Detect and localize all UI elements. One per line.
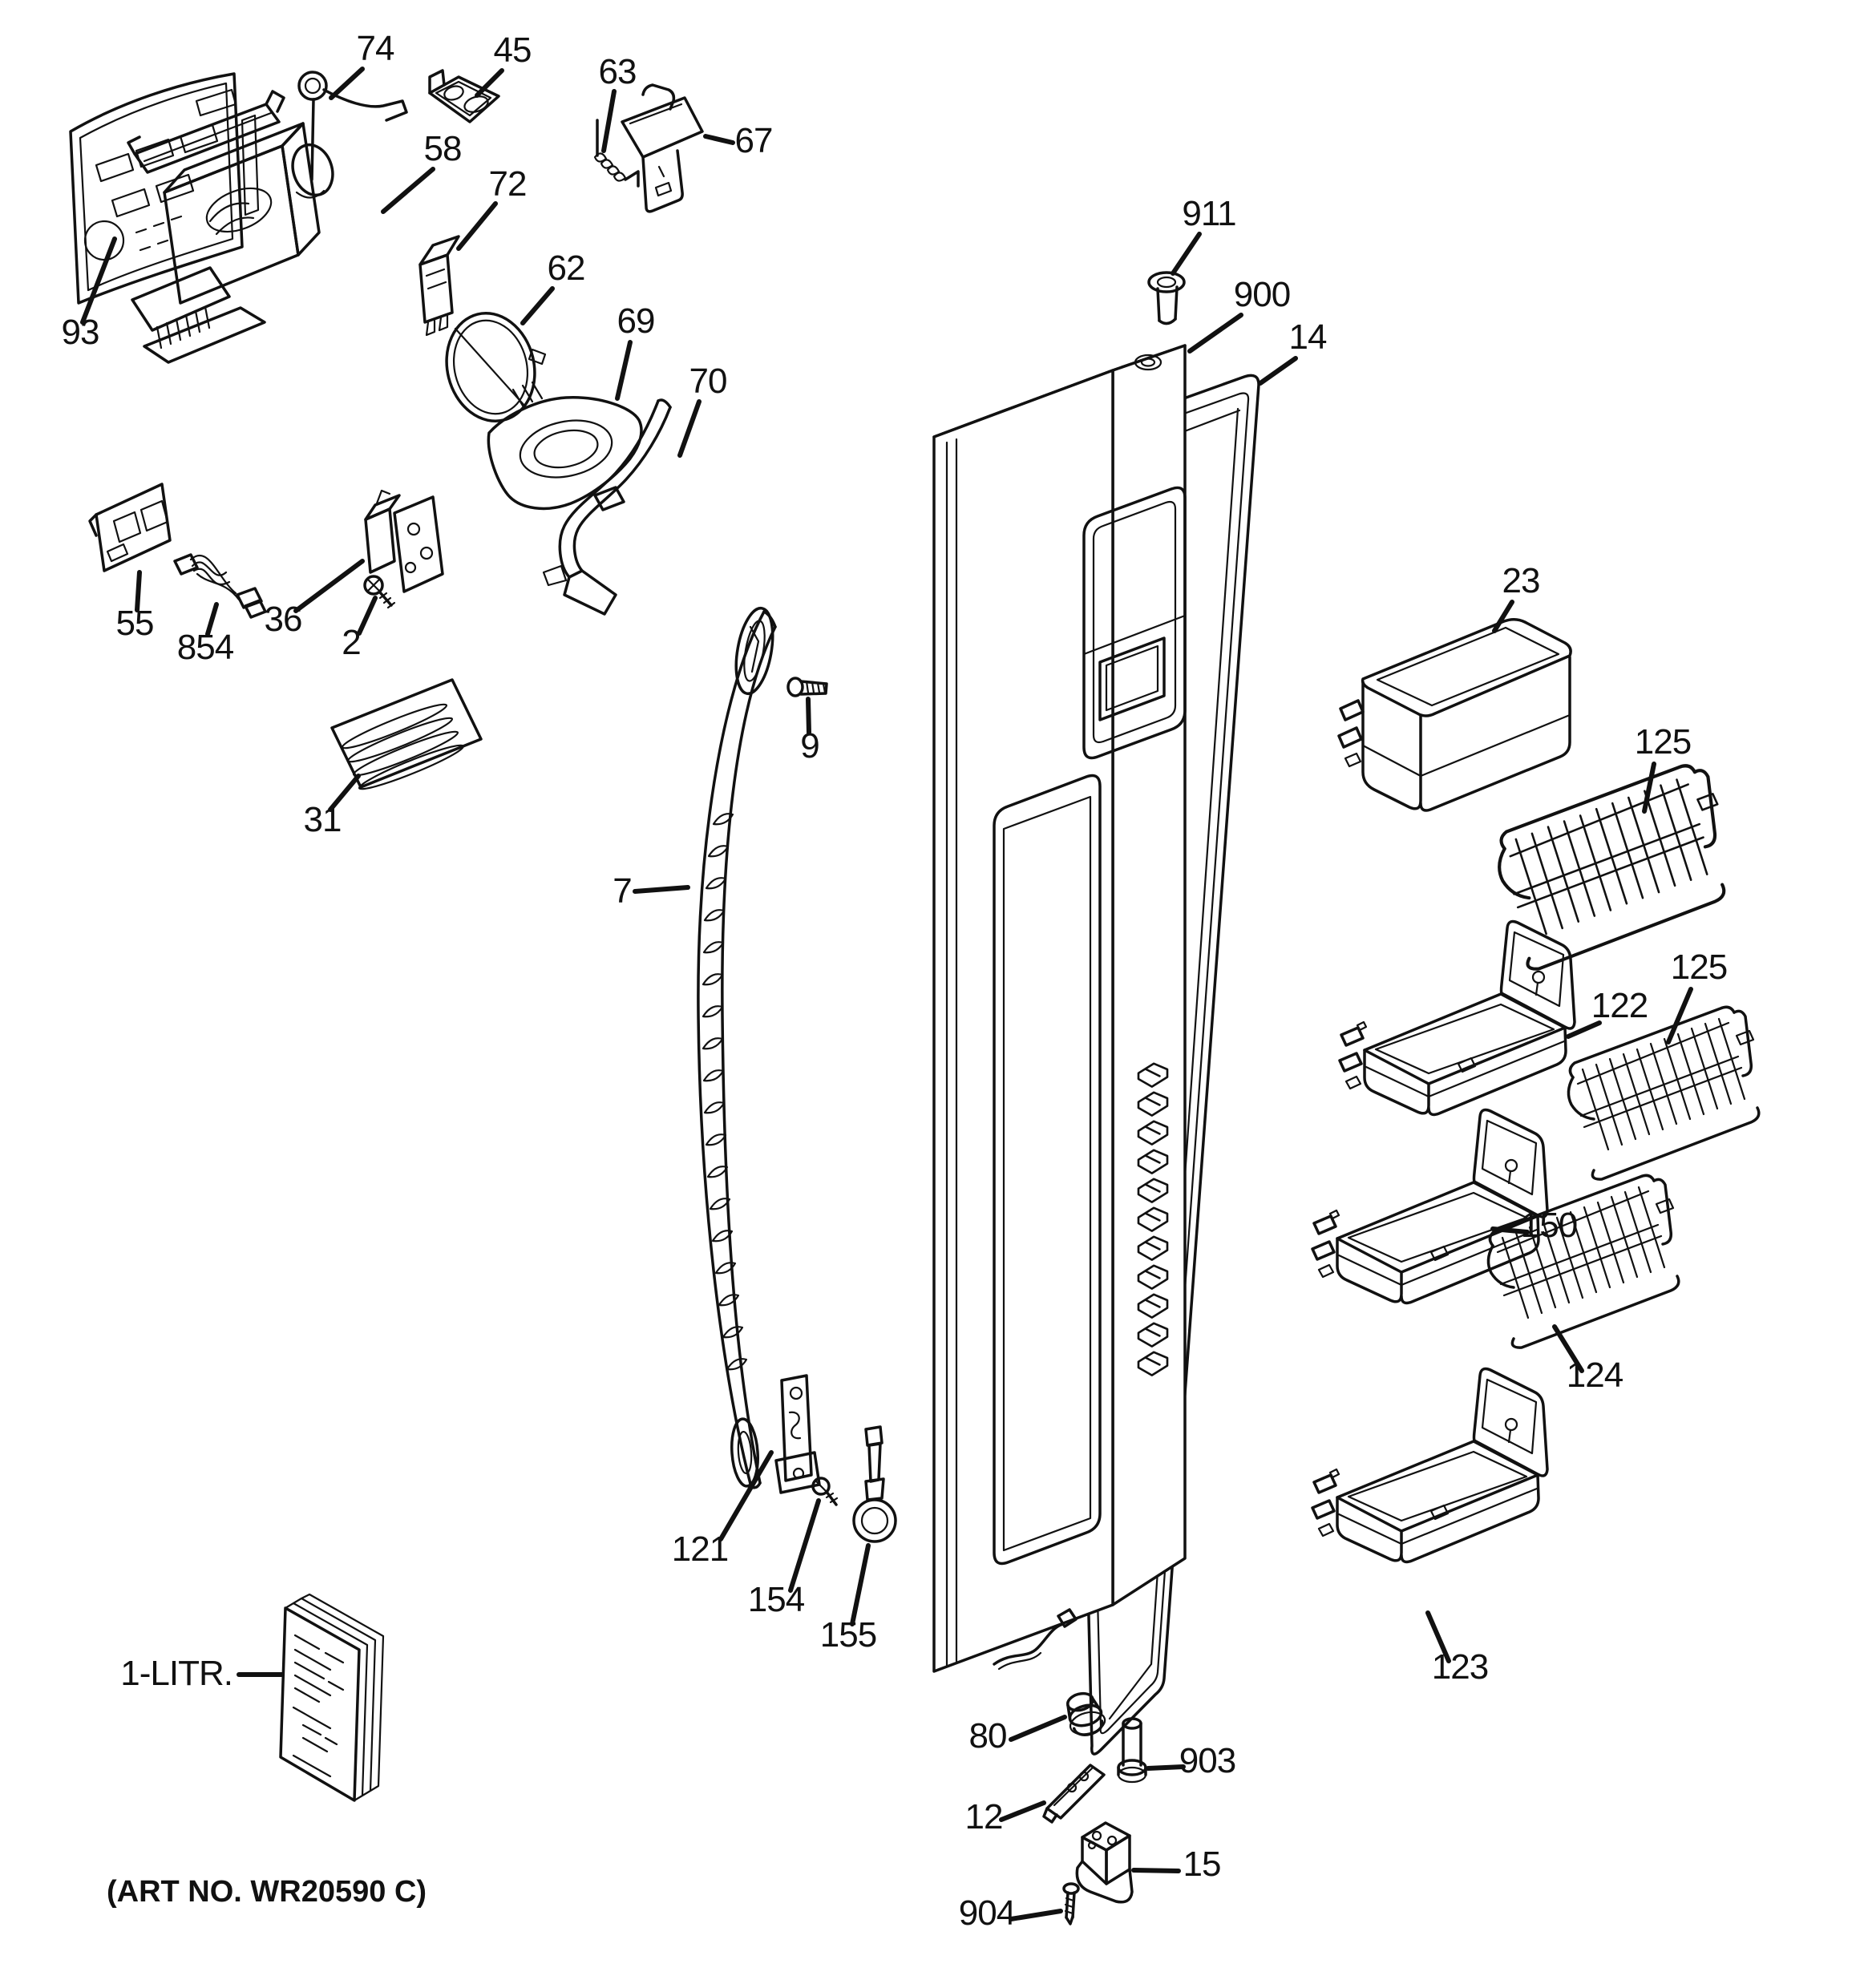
part-58-icemaker-assembly (128, 91, 339, 362)
callout-label-123: 123 (1431, 1647, 1489, 1687)
callout-label-903: 903 (1179, 1741, 1236, 1780)
callout-9 (800, 699, 819, 766)
callout-80 (969, 1716, 1065, 1756)
part-125-wire-basket-upper (1499, 766, 1724, 968)
callout-911 (1173, 194, 1236, 273)
leader-line-70 (680, 402, 699, 455)
part-150-door-bin (1312, 1110, 1547, 1303)
callout-7 (613, 871, 688, 911)
part-125-wire-basket-middle (1568, 1007, 1758, 1179)
leader-line-155 (852, 1546, 868, 1624)
callout-70 (680, 362, 726, 455)
callout-label-900: 900 (1233, 275, 1291, 314)
callout-label-72: 72 (488, 164, 527, 204)
callout-label-15: 15 (1183, 1845, 1221, 1884)
callout-67 (706, 121, 772, 160)
callout-62 (523, 248, 584, 323)
part-124-wire-basket-lower (1488, 1175, 1678, 1348)
callout-155 (820, 1546, 876, 1655)
leader-line-23 (1494, 602, 1512, 631)
part-55-membrane-pad (90, 484, 170, 571)
part-903-pin (1118, 1719, 1146, 1782)
callout-154 (748, 1501, 819, 1619)
callout-label-7: 7 (613, 871, 632, 911)
callout-label-1-LITR.: 1-LITR. (120, 1654, 232, 1693)
callout-label-9: 9 (800, 726, 819, 766)
part-12-closer-bracket (1044, 1765, 1104, 1822)
callout-label-155: 155 (819, 1615, 877, 1655)
leader-line-154 (790, 1501, 819, 1590)
art-no-text: (ART NO. WR20590 C) (107, 1875, 427, 1909)
leader-line-903 (1148, 1767, 1183, 1768)
callout-74 (331, 29, 394, 98)
part-854-wire-harness (175, 555, 265, 617)
part-93-dispenser-control-board (71, 74, 258, 303)
callout-15 (1134, 1845, 1220, 1884)
callout-label-55: 55 (115, 604, 154, 643)
callout-label-125: 125 (1670, 948, 1728, 987)
callout-12 (965, 1797, 1044, 1836)
callout-122 (1568, 986, 1648, 1036)
callout-72 (459, 164, 526, 248)
callout-label-67: 67 (734, 121, 773, 160)
callout-label-74: 74 (356, 29, 394, 68)
part-74-fill-tube-wire (299, 72, 406, 180)
leader-line-36 (296, 561, 362, 611)
part-121-handle-clip (776, 1376, 819, 1493)
callout-label-80: 80 (968, 1716, 1007, 1756)
part-15-hinge-block (1077, 1823, 1132, 1902)
leader-line-63 (604, 91, 614, 151)
callout-label-63: 63 (598, 52, 637, 91)
part-63-spring (595, 120, 638, 186)
leader-line-15 (1134, 1870, 1179, 1871)
callout-904 (959, 1893, 1061, 1933)
part-booklet (281, 1594, 383, 1800)
callout-label-36: 36 (264, 600, 302, 639)
part-904-screw (1064, 1884, 1078, 1924)
callout-93 (62, 239, 115, 352)
callout-label-31: 31 (303, 800, 342, 839)
callout-label-62: 62 (547, 248, 585, 288)
leader-line-125 (1668, 989, 1691, 1042)
part-67-actuator-bracket (622, 85, 702, 212)
leader-line-67 (706, 136, 733, 143)
callout-label-12: 12 (964, 1797, 1003, 1836)
callout-31 (304, 776, 358, 839)
leader-line-904 (1011, 1911, 1061, 1919)
leader-line-69 (617, 342, 630, 398)
callout-label-14: 14 (1288, 317, 1327, 357)
part-72-switch (420, 236, 459, 335)
callout-123 (1428, 1613, 1488, 1687)
callout-label-58: 58 (423, 129, 462, 168)
callout-label-45: 45 (493, 30, 532, 70)
part-122-door-bin (1340, 922, 1575, 1115)
part-911-hinge-bushing (1149, 273, 1184, 324)
callout-label-911: 911 (1182, 194, 1236, 233)
callout-label-124: 124 (1566, 1356, 1623, 1395)
callout-label-2: 2 (342, 623, 361, 662)
leader-line-900 (1190, 315, 1241, 351)
callout-69 (617, 301, 655, 398)
part-155-eyelet-tool (854, 1427, 896, 1542)
part-123-door-bin (1312, 1369, 1547, 1562)
callout-label-122: 122 (1591, 986, 1648, 1025)
callout-label-150: 150 (1520, 1206, 1578, 1245)
part-69-dispenser-recess-housing (488, 382, 641, 510)
callout-label-93: 93 (61, 313, 99, 352)
part-45-bracket-plate (430, 71, 499, 122)
callout-label-125: 125 (1634, 722, 1692, 762)
callout-45 (477, 30, 531, 95)
callout-label-854: 854 (176, 628, 234, 667)
callout-854 (177, 604, 234, 667)
callout-label-70: 70 (689, 362, 727, 401)
callout-124 (1555, 1327, 1623, 1395)
part-2-screw (365, 576, 394, 608)
part-23-door-bin (1339, 620, 1571, 810)
callout-label-154: 154 (747, 1580, 805, 1619)
leader-line-58 (383, 169, 433, 212)
callout-900 (1190, 275, 1290, 351)
part-62-trim-ring (435, 304, 546, 430)
callout-55 (116, 572, 154, 643)
leader-line-80 (1011, 1717, 1065, 1740)
leader-line-911 (1173, 234, 1199, 273)
leader-line-14 (1260, 358, 1296, 383)
callout-label-23: 23 (1502, 561, 1540, 600)
leader-line-2 (359, 598, 375, 633)
leader-line-7 (635, 887, 688, 891)
leader-line-12 (1001, 1803, 1044, 1820)
callout-label-69: 69 (617, 301, 655, 341)
part-7-door-handle (698, 605, 778, 1488)
leader-line-74 (331, 69, 362, 98)
callout-903 (1148, 1741, 1235, 1780)
part-9-handle-stud (788, 678, 827, 696)
leader-line-62 (523, 289, 552, 323)
callout-label-121: 121 (671, 1529, 729, 1569)
callout-label-904: 904 (958, 1893, 1016, 1933)
callout-58 (383, 129, 461, 212)
callout-14 (1260, 317, 1327, 383)
callout-2 (342, 598, 375, 662)
callout-1-LITR. (120, 1654, 282, 1693)
part-31-drip-tray-grille (332, 680, 481, 794)
leader-line-72 (459, 204, 495, 248)
callout-layer (62, 29, 1728, 1933)
part-900-freezer-door (934, 345, 1185, 1671)
